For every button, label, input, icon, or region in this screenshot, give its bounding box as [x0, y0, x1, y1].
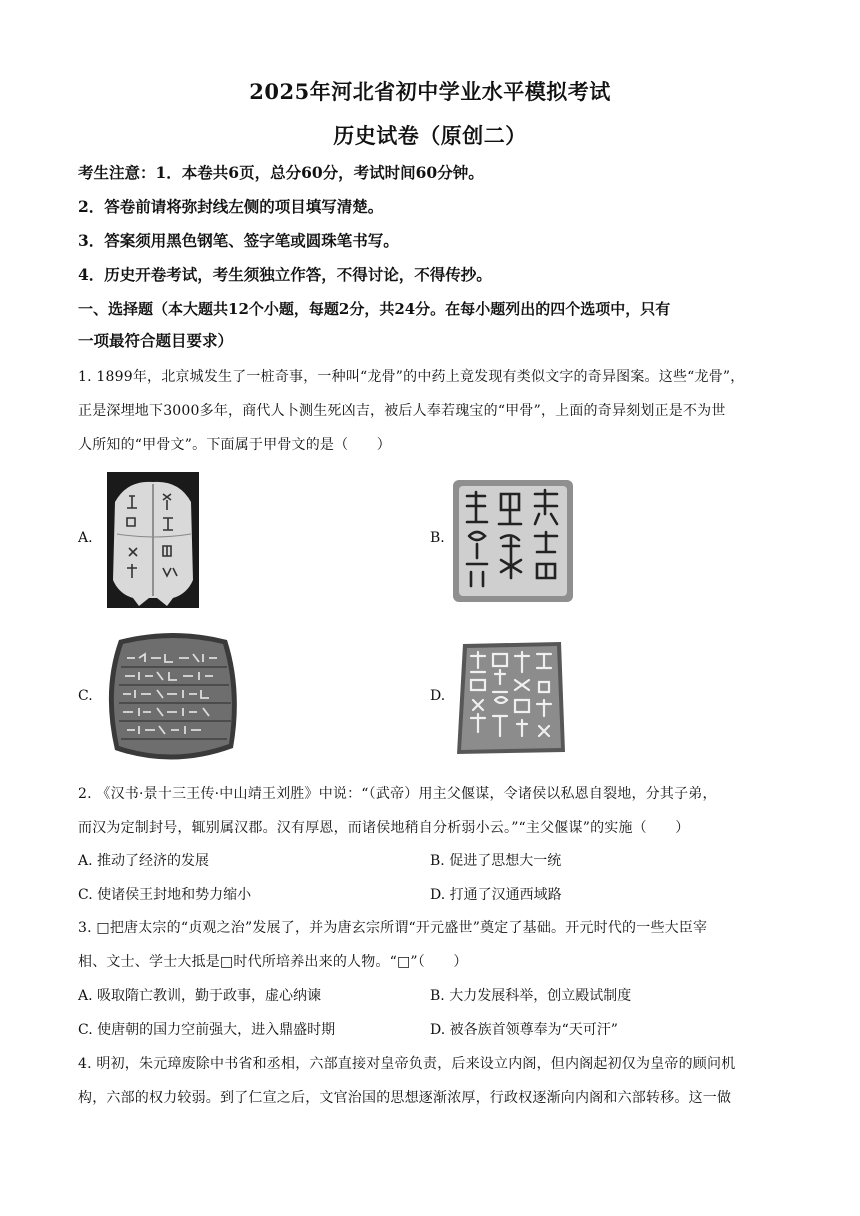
q2-stem-line-1: 2. 《汉书·景十三王传·中山靖王刘胜》中说：“（武帝）用主父偃谋，令诸侯以私恩自裂地，分其子弟， — [78, 786, 717, 802]
section-heading-line-2: 一项最符合题目要求） — [78, 331, 234, 350]
q1-option-d-image — [455, 640, 569, 754]
q2-option-d[interactable]: D. 打通了汉通西域路 — [430, 887, 562, 903]
q1-option-b-image — [453, 480, 573, 602]
q1-option-a-label: A. — [78, 530, 93, 546]
q1-stem-line-2: 正是深埋地下3000多年，商代人卜测生死凶吉，被后人奉若瑰宝的“甲骨”，上面的奇异刻划正是不为世 — [78, 403, 726, 419]
q1-option-d-label: D. — [430, 688, 446, 704]
q1-stem-line-1: 1. 1899年，北京城发生了一桩奇事，一种叫“龙骨”的中药上竟发现有类似文字的奇异图案。这些“龙骨”， — [78, 369, 745, 385]
q1-option-c-label: C. — [78, 688, 93, 704]
section-heading-line-1: 一、选择题（本大题共12个小题，每题2分，共24分。在每小题列出的四个选项中，只有 — [78, 300, 671, 318]
q3-option-d[interactable]: D. 被各族首领尊奉为“天可汗” — [430, 1022, 618, 1038]
q1-option-c-image — [105, 630, 241, 764]
notice-line-3: 3．答案须用黑色钢笔、签字笔或圆珠笔书写。 — [78, 231, 399, 250]
q2-option-c[interactable]: C. 使诸侯王封地和势力缩小 — [78, 887, 252, 903]
q1-stem-line-3: 人所知的“甲骨文”。下面属于甲骨文的是（ ） — [78, 437, 391, 453]
notice-line-2: 2．答卷前请将弥封线左侧的项目填写清楚。 — [78, 197, 384, 216]
q3-option-b[interactable]: B. 大力发展科举，创立殿试制度 — [430, 988, 632, 1004]
notice-line-1: 考生注意：1．本卷共6页，总分60分，考试时间60分钟。 — [78, 163, 484, 182]
q1-option-b-label: B. — [430, 530, 445, 546]
notice-line-4: 4．历史开卷考试，考生须独立作答，不得讨论，不得传抄。 — [78, 265, 492, 284]
q3-option-a[interactable]: A. 吸取隋亡教训，勤于政事，虚心纳谏 — [78, 988, 322, 1004]
q2-option-a[interactable]: A. 推动了经济的发展 — [78, 853, 210, 869]
q2-stem-line-2: 而汉为定制封号，辄别属汉郡。汉有厚恩，而诸侯地稍自分析弱小云。”“主父偃谋”的实施（ ） — [78, 820, 690, 836]
q4-stem-line-1: 4. 明初，朱元璋废除中书省和丞相，六部直接对皇帝负责，后来设立内阁，但内阁起初仅为皇帝的顾问机 — [78, 1056, 736, 1072]
exam-subtitle: 历史试卷（原创二） — [333, 123, 527, 148]
q4-stem-line-2: 构，六部的权力较弱。到了仁宣之后，文官治国的思想逐渐浓厚，行政权逐渐向内阁和六部转移。这一做 — [78, 1090, 732, 1106]
q3-stem-line-2: 相、文士、学士大抵是□时代所培养出来的人物。“□”（ ） — [78, 954, 468, 970]
q2-option-b[interactable]: B. 促进了思想大一统 — [430, 853, 562, 869]
q3-stem-line-1: 3. □把唐太宗的“贞观之治”发展了，并为唐玄宗所谓“开元盛世”奠定了基础。开元时代的一些大臣宰 — [78, 920, 708, 936]
exam-title: 2025年河北省初中学业水平模拟考试 — [249, 79, 611, 104]
q3-option-c[interactable]: C. 使唐朝的国力空前强大，进入鼎盛时期 — [78, 1022, 336, 1038]
q1-option-a-image — [107, 472, 199, 608]
